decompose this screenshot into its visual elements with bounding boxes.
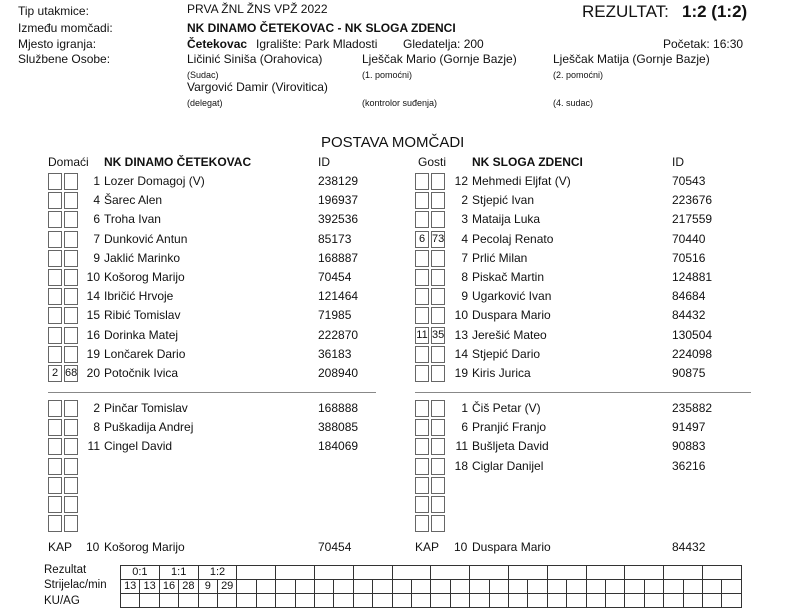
player-number: 3 [461, 212, 468, 227]
home-captain-id: 70454 [318, 540, 352, 554]
official-name: Ličinić Siniša (Orahovica) [187, 52, 323, 66]
player-mark-box [48, 458, 62, 475]
player-number: 8 [93, 420, 100, 435]
player-number: 2 [93, 401, 100, 415]
player-mark-box [415, 400, 429, 417]
player-mark-box [48, 288, 62, 305]
scorer-cell [586, 580, 605, 594]
scorer-cell: 13 [140, 580, 159, 594]
player-id: 168887 [318, 250, 359, 265]
player-number: 7 [461, 250, 468, 265]
ku-cell [605, 594, 624, 608]
player-mark-box [48, 211, 62, 228]
player-mark-box [415, 250, 429, 267]
player-id: 36183 [318, 346, 352, 361]
player-mark-box [48, 477, 62, 494]
player-name: Puškadija Andrej [104, 420, 194, 435]
scorer-cell [722, 580, 741, 594]
scorer-cell: 28 [179, 580, 198, 594]
home-id-header: ID [318, 155, 330, 169]
player-id: 208940 [318, 366, 359, 380]
player-number [442, 495, 468, 514]
official-name: Vargović Damir (Virovitica) [187, 80, 328, 94]
player-name: Mehmedi Eljfat (V) [472, 174, 571, 188]
player-mark-box [415, 173, 429, 190]
player-mark-box [48, 307, 62, 324]
ku-cell [528, 594, 547, 608]
ku-cell [489, 594, 508, 608]
player-number: 11 [87, 439, 100, 454]
competition-name: PRVA ŽNL ŽNS VPŽ 2022 [187, 2, 328, 16]
official-role: (1. pomoćni) [362, 70, 413, 80]
scorer-cell [664, 580, 683, 594]
result-cell [586, 566, 625, 580]
official-role: (Sudac) [187, 70, 219, 80]
ku-cell [198, 594, 217, 608]
player-name: Duspara Mario [472, 308, 551, 323]
player-id: 168888 [318, 401, 359, 415]
away-captain-label: KAP [415, 540, 440, 554]
player-mark-box [48, 231, 62, 248]
player-number: 11 [455, 439, 468, 454]
player-mark-box [415, 496, 429, 513]
player-number: 10 [86, 270, 100, 284]
player-name: Bušljeta David [472, 439, 549, 454]
result-cell [392, 566, 431, 580]
scorer-cell [605, 580, 624, 594]
scorer-cell [353, 580, 372, 594]
ku-cell [217, 594, 236, 608]
ku-cell [702, 594, 721, 608]
player-name: Ugarković Ivan [472, 289, 552, 304]
player-name: Potočnik Ivica [104, 366, 179, 380]
player-id: 70543 [672, 174, 706, 188]
player-id: 70440 [672, 231, 706, 246]
ku-cell [508, 594, 527, 608]
player-mark-box [48, 173, 62, 190]
player-mark-box [415, 346, 429, 363]
scorer-cell: 9 [198, 580, 217, 594]
official-role: (2. pomoćni) [553, 70, 604, 80]
scorer-cell [276, 580, 295, 594]
player-name: Stjepić Ivan [472, 193, 535, 208]
ku-cell [121, 594, 140, 608]
player-mark-box [48, 192, 62, 209]
ku-cell [373, 594, 392, 608]
player-id: 130504 [672, 327, 713, 342]
player-number: 9 [461, 289, 468, 304]
player-id: 238129 [318, 174, 359, 188]
player-number: 6 [461, 420, 468, 435]
player-number: 19 [86, 346, 100, 361]
player-id: 235882 [672, 401, 713, 415]
ku-cell [179, 594, 198, 608]
home-captain-name: Košorog Marijo [104, 540, 185, 554]
official-role: (kontrolor suđenja) [362, 98, 438, 108]
player-number [442, 514, 468, 533]
kickoff-time: Početak: 16:30 [663, 37, 744, 51]
result-cell [314, 566, 353, 580]
player-name: Ciglar Danijel [472, 458, 544, 473]
player-mark-box [48, 346, 62, 363]
player-name: Pranjić Franjo [472, 420, 547, 435]
player-mark-box [415, 419, 429, 436]
player-id: 84684 [672, 289, 706, 304]
player-number [74, 495, 100, 514]
player-number: 20 [86, 366, 100, 380]
result-cell [431, 566, 470, 580]
result-cell [508, 566, 547, 580]
ku-cell [276, 594, 295, 608]
scorer-cell [508, 580, 527, 594]
result-cell [237, 566, 276, 580]
home-captain-number: 10 [86, 540, 100, 554]
ku-cell [411, 594, 430, 608]
player-name: Jerešić Mateo [472, 327, 547, 342]
scorer-cell [450, 580, 469, 594]
result-cell [470, 566, 509, 580]
match-type-label: Tip utakmice: [18, 4, 89, 18]
player-mark-box [48, 515, 62, 532]
player-mark-box [415, 211, 429, 228]
player-id: 70516 [672, 250, 706, 265]
match-teams: NK DINAMO ČETEKOVAC - NK SLOGA ZDENCI [187, 21, 456, 35]
ku-cell [683, 594, 702, 608]
player-id: 222870 [318, 327, 359, 342]
scorer-cell [295, 580, 314, 594]
player-id: 392536 [318, 212, 359, 227]
away-captain-number: 10 [454, 540, 468, 554]
official-name: Lješčak Matija (Gornje Bazje) [553, 52, 710, 66]
scorer-cell [547, 580, 566, 594]
result-cell [702, 566, 741, 580]
player-mark-box [415, 269, 429, 286]
player-name: Lozer Domagoj (V) [104, 174, 205, 188]
player-number: 13 [454, 327, 468, 342]
player-number: 6 [93, 212, 100, 227]
player-number: 7 [93, 231, 100, 246]
venue-label: Mjesto igranja: [18, 37, 97, 51]
player-id: 70454 [318, 270, 352, 284]
lineup-title: POSTAVA MOMČADI [321, 134, 465, 151]
player-name: Prlić Milan [472, 250, 528, 265]
player-number [442, 476, 468, 495]
result-cell [276, 566, 315, 580]
player-id: 184069 [318, 439, 359, 454]
player-minute-box: 68 [64, 365, 78, 382]
player-number: 1 [93, 174, 100, 188]
scorer-cell [237, 580, 256, 594]
player-id: 124881 [672, 270, 713, 284]
player-name: Stjepić Dario [472, 346, 541, 361]
ku-cell [256, 594, 275, 608]
away-id-header: ID [672, 155, 684, 169]
player-name: Kiris Jurica [472, 366, 531, 380]
result-cell: 0:1 [121, 566, 160, 580]
ku-cell [431, 594, 450, 608]
ku-cell [314, 594, 333, 608]
player-number: 19 [454, 366, 468, 380]
player-number: 4 [93, 193, 100, 208]
player-name: Dunković Antun [104, 231, 188, 246]
player-number: 2 [461, 193, 468, 208]
ku-cell [664, 594, 683, 608]
player-mark-box [415, 477, 429, 494]
player-id: 84432 [672, 308, 706, 323]
official-role: (delegat) [187, 98, 223, 108]
player-name: Pecolaj Renato [472, 231, 554, 246]
pitch: Igralište: Park Mladosti [256, 37, 378, 51]
official-role: (4. sudac) [553, 98, 594, 108]
player-minute-box: 35 [431, 327, 445, 344]
player-mark-box [48, 327, 62, 344]
player-number: 15 [86, 308, 100, 323]
player-name: Cingel David [104, 439, 173, 454]
official-name: Lješčak Mario (Gornje Bazje) [362, 52, 517, 66]
player-mark-box [48, 400, 62, 417]
player-mark-box [415, 288, 429, 305]
result-value: 1:2 (1:2) [682, 2, 748, 21]
player-number: 16 [86, 327, 100, 342]
home-team-name: NK DINAMO ČETEKOVAC [104, 155, 252, 169]
player-name: Ribić Tomislav [104, 308, 181, 323]
player-mark-box [48, 496, 62, 513]
ku-cell [644, 594, 663, 608]
ku-cell [140, 594, 159, 608]
result-cell: 1:2 [198, 566, 237, 580]
divider [48, 392, 376, 393]
ku-cell [334, 594, 353, 608]
ku-row-label: KU/AG [44, 595, 80, 607]
player-minute-box: 73 [431, 231, 445, 248]
player-mark-box [415, 365, 429, 382]
scorer-cell [334, 580, 353, 594]
result-cell [664, 566, 703, 580]
away-team-name: NK SLOGA ZDENCI [472, 155, 583, 169]
player-mark-box [415, 307, 429, 324]
scorer-cell [373, 580, 392, 594]
player-id: 90883 [672, 439, 706, 454]
scorer-cell [702, 580, 721, 594]
player-name: Piskač Martin [472, 270, 545, 284]
scorer-cell [625, 580, 644, 594]
scorer-cell [567, 580, 586, 594]
away-captain-id: 84432 [672, 540, 706, 554]
player-name: Ibričić Hrvoje [104, 289, 174, 304]
scorer-cell: 29 [217, 580, 236, 594]
player-id: 90875 [672, 366, 706, 380]
result-cell: 1:1 [159, 566, 198, 580]
player-id: 217559 [672, 212, 713, 227]
scorer-cell [528, 580, 547, 594]
scorer-cell [314, 580, 333, 594]
ku-cell [159, 594, 178, 608]
result-label: REZULTAT: [582, 2, 669, 21]
player-number: 14 [86, 289, 100, 304]
player-number: 18 [454, 458, 468, 473]
player-id: 224098 [672, 346, 713, 361]
result-cell [625, 566, 664, 580]
scorer-row-label: Strijelac/min [44, 579, 107, 591]
player-mark-box [415, 192, 429, 209]
scorer-cell [256, 580, 275, 594]
player-name: Košorog Marijo [104, 270, 185, 284]
player-number: 4 [461, 231, 468, 246]
player-number: 9 [93, 250, 100, 265]
player-name: Šarec Alen [104, 193, 163, 208]
ku-cell [586, 594, 605, 608]
player-id: 388085 [318, 420, 359, 435]
player-mark-box [48, 250, 62, 267]
scorer-cell [411, 580, 430, 594]
player-number [74, 514, 100, 533]
player-id: 121464 [318, 289, 359, 304]
player-name: Mataija Luka [472, 212, 541, 227]
scorer-cell [489, 580, 508, 594]
away-captain-name: Duspara Mario [472, 540, 551, 554]
away-side-label: Gosti [418, 155, 447, 169]
player-name: Lončarek Dario [104, 346, 186, 361]
ku-cell [295, 594, 314, 608]
player-mark-box [48, 438, 62, 455]
home-captain-label: KAP [48, 540, 73, 554]
player-mark-box [48, 419, 62, 436]
ku-cell [547, 594, 566, 608]
player-number: 8 [461, 270, 468, 284]
ku-cell [353, 594, 372, 608]
officials-label: Službene Osobe: [18, 52, 111, 66]
player-mark-box: 6 [415, 231, 429, 248]
ku-cell [392, 594, 411, 608]
player-number: 14 [454, 346, 468, 361]
player-mark-box [415, 438, 429, 455]
result-cell [353, 566, 392, 580]
player-mark-box [415, 458, 429, 475]
player-name: Troha Ivan [104, 212, 161, 227]
player-name: Dorinka Matej [104, 327, 179, 342]
player-id: 85173 [318, 231, 352, 246]
between-teams-label: Između momčadi: [18, 21, 113, 35]
player-name: Čiš Petar (V) [472, 401, 541, 415]
player-id: 196937 [318, 193, 359, 208]
player-name: Jaklić Marinko [104, 250, 181, 265]
player-mark-box: 11 [415, 327, 429, 344]
player-mark-box [415, 515, 429, 532]
player-number: 1 [461, 401, 468, 415]
scorer-cell: 16 [159, 580, 178, 594]
ku-cell [450, 594, 469, 608]
result-cell [547, 566, 586, 580]
player-number: 12 [454, 174, 468, 188]
scorer-cell [392, 580, 411, 594]
player-mark-box: 2 [48, 365, 62, 382]
player-id: 36216 [672, 458, 706, 473]
player-number: 10 [454, 308, 468, 323]
ku-cell [625, 594, 644, 608]
venue: Četekovac [187, 37, 248, 51]
ku-cell [237, 594, 256, 608]
divider [415, 392, 751, 393]
scorer-cell [431, 580, 450, 594]
player-id: 223676 [672, 193, 713, 208]
ku-cell [567, 594, 586, 608]
player-id: 71985 [318, 308, 352, 323]
player-number [74, 457, 100, 476]
player-mark-box [48, 269, 62, 286]
scorer-cell: 13 [121, 580, 140, 594]
ku-cell [470, 594, 489, 608]
ku-cell [722, 594, 741, 608]
player-name: Pinčar Tomislav [104, 401, 188, 415]
player-id: 91497 [672, 420, 706, 435]
spectators: Gledatelja: 200 [403, 37, 484, 51]
scorer-cell [683, 580, 702, 594]
goals-table [120, 565, 742, 608]
player-number [74, 476, 100, 495]
scorer-cell [644, 580, 663, 594]
result-row-label: Rezultat [44, 564, 87, 576]
home-side-label: Domaći [48, 155, 89, 169]
scorer-cell [470, 580, 489, 594]
